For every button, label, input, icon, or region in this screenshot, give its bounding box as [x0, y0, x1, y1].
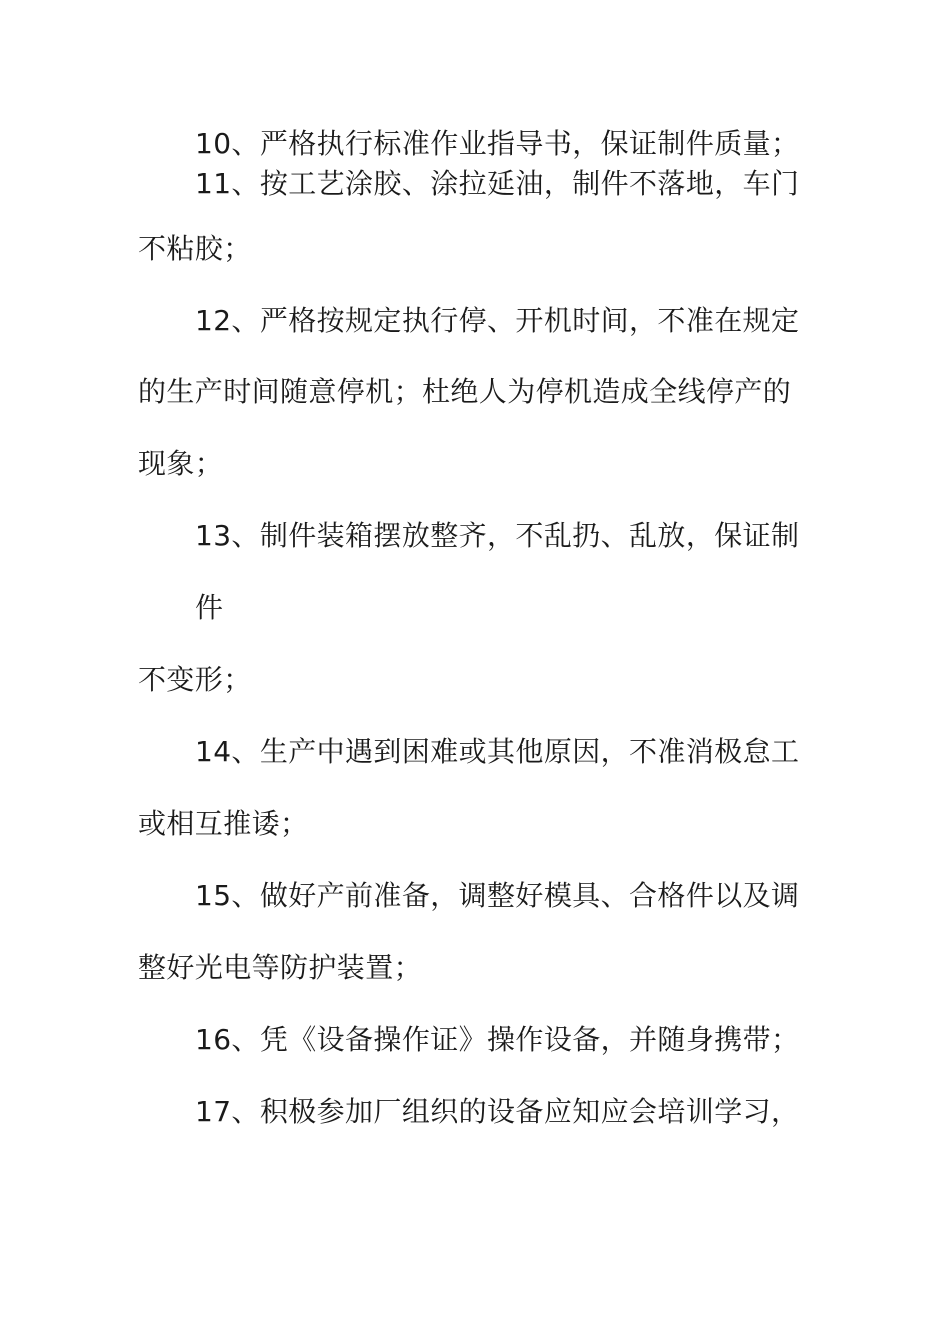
text-line-item-12-cont2: 现象；: [138, 447, 224, 480]
text-line-item-11-cont: 不粘胶；: [138, 232, 252, 265]
text-line-item-14-cont: 或相互推诿；: [138, 807, 309, 840]
text-line-item-14: 14、生产中遇到困难或其他原因，不准消极怠工: [195, 735, 800, 768]
text-line-item-13: 13、制件装箱摆放整齐，不乱扔、乱放，保证制: [195, 519, 800, 552]
text-line-item-13-cont: 件: [195, 591, 224, 624]
text-line-item-12: 12、严格按规定执行停、开机时间，不准在规定: [195, 304, 800, 337]
text-line-item-15-cont: 整好光电等防护装置；: [138, 951, 423, 984]
text-line-item-10: 10、严格执行标准作业指导书，保证制件质量；: [195, 127, 800, 160]
text-line-item-13-cont2: 不变形；: [138, 663, 252, 696]
text-line-item-12-cont: 的生产时间随意停机；杜绝人为停机造成全线停产的: [138, 375, 792, 408]
text-line-item-15: 15、做好产前准备，调整好模具、合格件以及调: [195, 879, 800, 912]
text-line-item-11: 11、按工艺涂胶、涂拉延油，制件不落地，车门: [195, 167, 800, 200]
text-line-item-17: 17、积极参加厂组织的设备应知应会培训学习，: [195, 1095, 800, 1128]
text-line-item-16: 16、凭《设备操作证》操作设备，并随身携带；: [195, 1023, 800, 1056]
